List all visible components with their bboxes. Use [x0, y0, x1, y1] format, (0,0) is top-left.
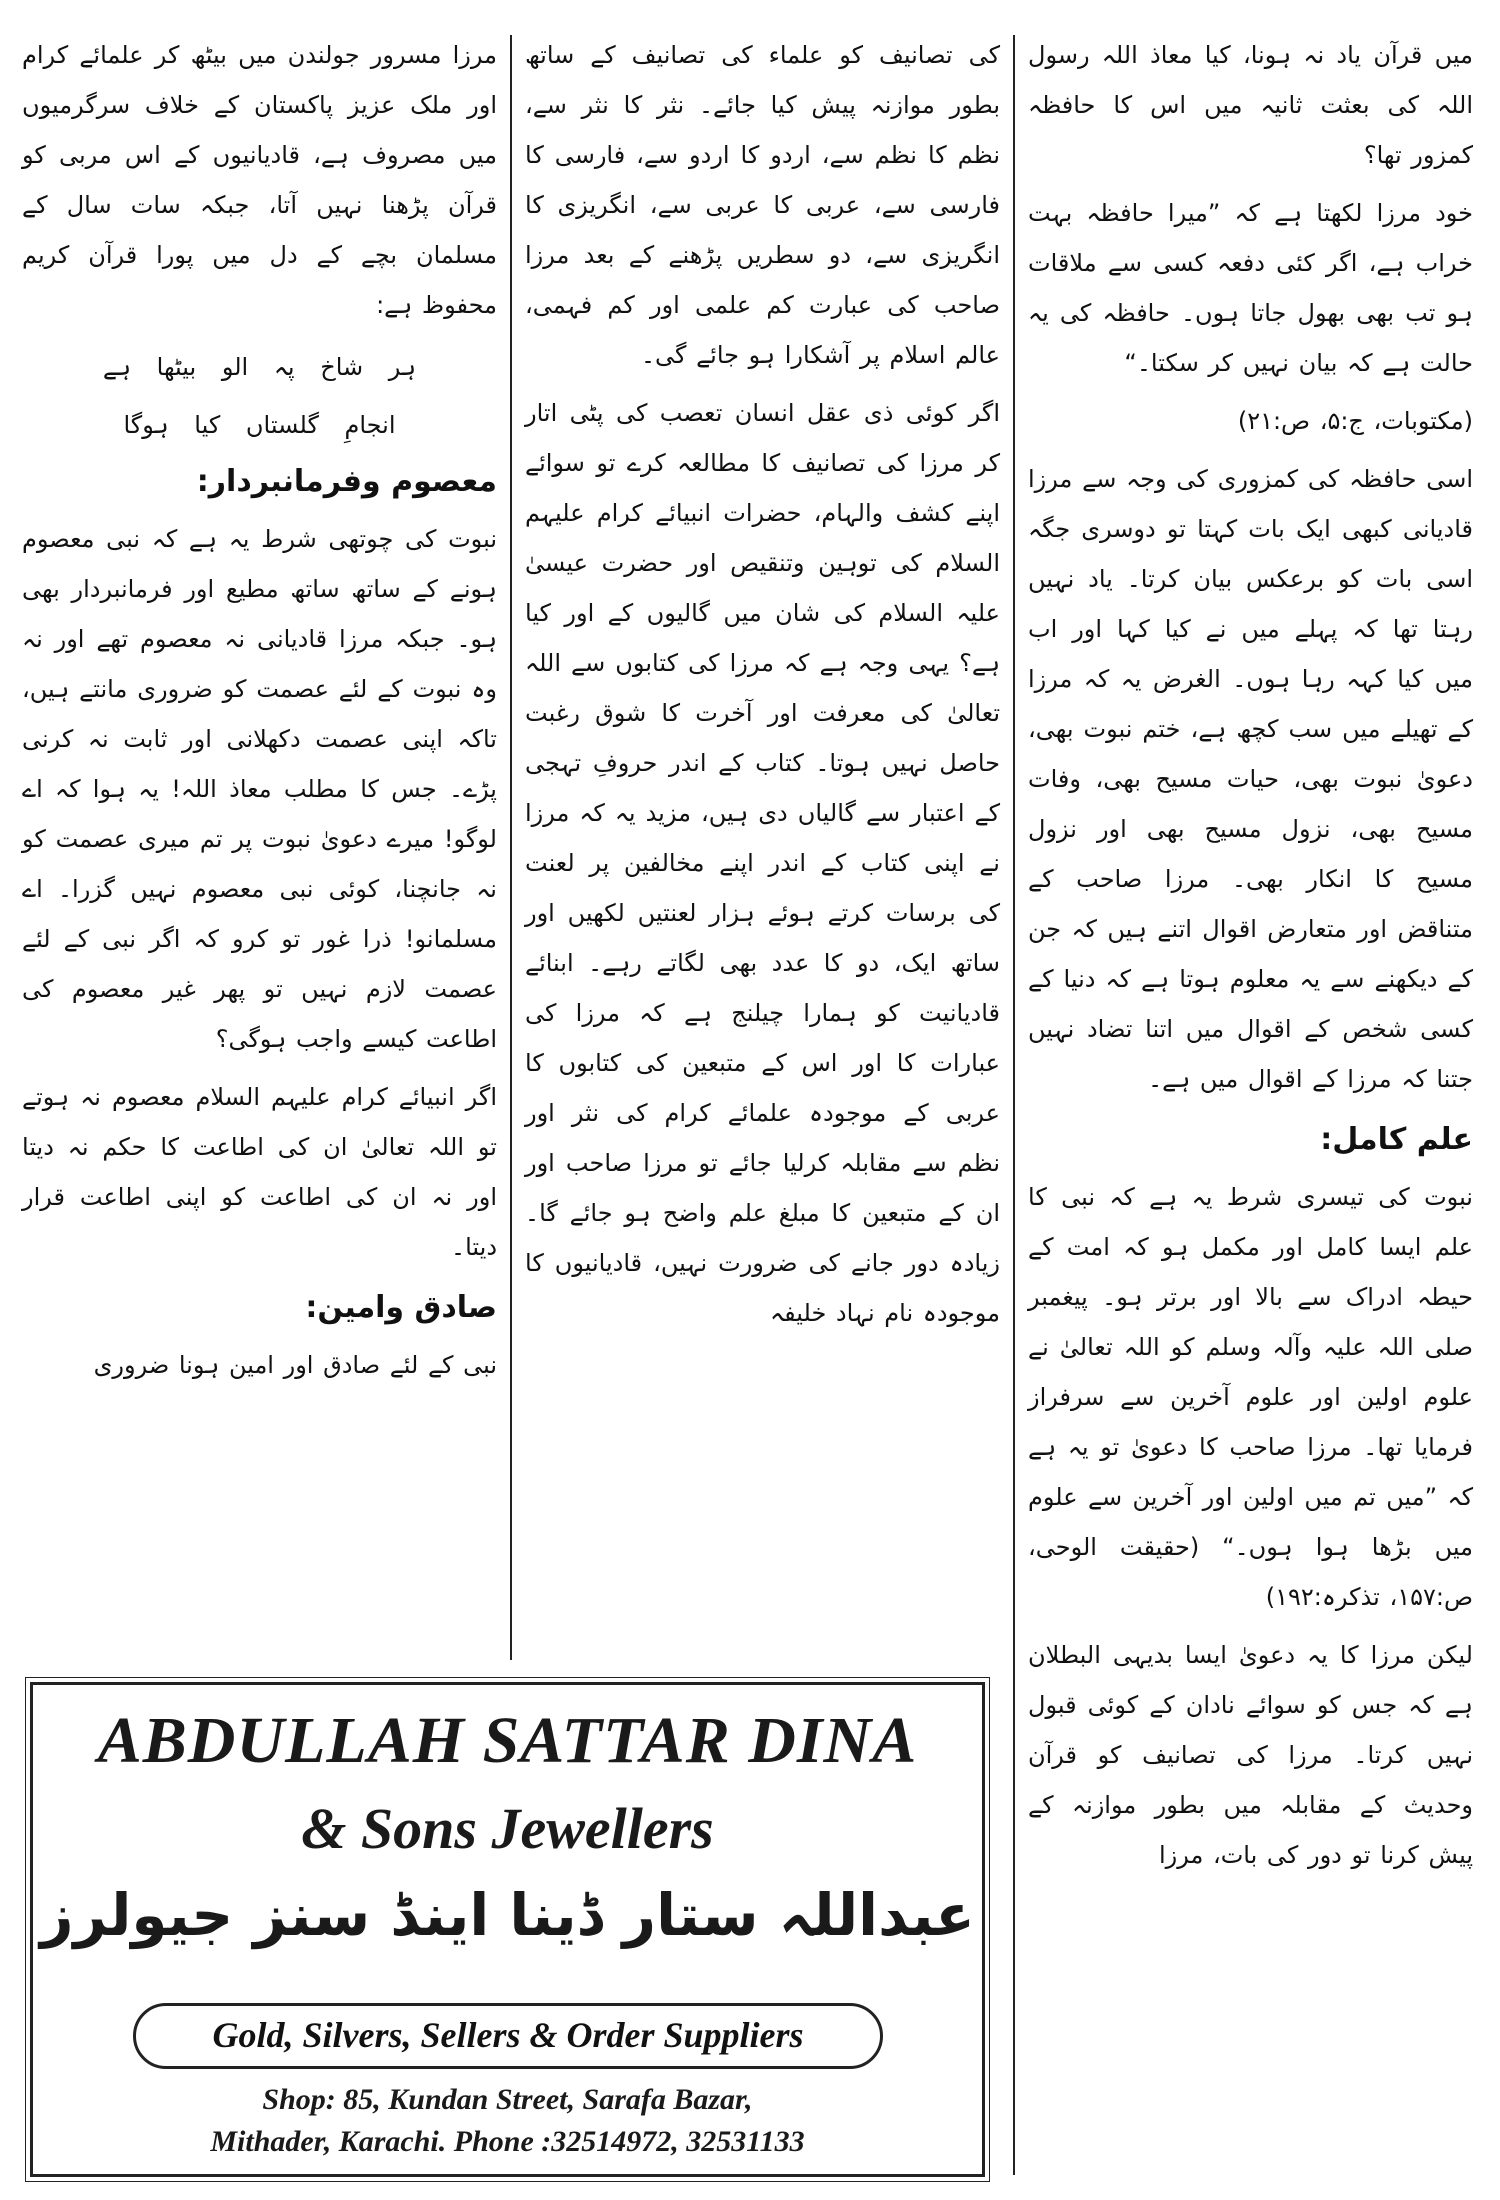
- article-paragraph: اسی حافظہ کی کمزوری کی وجہ سے مرزا قادیانی کبھی ایک بات کہتا تو دوسری جگہ اسی بات کو برعکس بیان کرتا۔ یاد نہیں رہتا تھا کہ پہلے میں نے کیا کہا اور اب میں کیا کہہ رہا ہوں۔ الغرض یہ کہ مرزا کے تھیلے میں سب کچھ ہے، ختم نبوت بھی، دعویٰ نبوت بھی، حیات مسیح بھی، وفات مسیح بھی، نزول مسیح بھی اور نزول مسیح کا انکار بھی۔ مرزا صاحب کے متناقض اور متعارض اقوال اتنے ہیں کہ جن کے دیکھنے سے یہ معلوم ہوتا ہے کہ دنیا کے کسی شخص کے اقوال میں اتنا تضاد نہیں جتنا کہ مرزا کے اقوال میں ہے۔: [1028, 465, 1473, 1093]
- jeweller-advertisement: [30, 1682, 985, 2177]
- column-middle: [525, 30, 1000, 1346]
- section-heading: علم کامل:: [1320, 1122, 1473, 1157]
- article-paragraph: خود مرزا لکھتا ہے کہ ”میرا حافظہ بہت خراب ہے، اگر کئی دفعہ کسی سے ملاقات ہو تب بھی بھول جاتا ہوں۔ حافظہ کی یہ حالت ہے کہ بیان نہیں کر سکتا۔“: [1028, 199, 1473, 377]
- ad-title: ABDULLAH SATTAR DINA: [97, 1704, 918, 1777]
- ad-subtitle: & Sons Jewellers: [301, 1796, 714, 1861]
- article-paragraph: (مکتوبات، ج:۵، ص:۲۱): [1237, 407, 1473, 435]
- article-paragraph: اگر انبیائے کرام علیہم السلام معصوم نہ ہوتے تو اللہ تعالیٰ ان کی اطاعت کا حکم نہ دیتا اور نہ ان کی اطاعت کو اپنی اطاعت قرار دیتا۔: [22, 1083, 497, 1261]
- article-paragraph: نبی کے لئے صادق اور امین ہونا ضروری: [93, 1351, 497, 1379]
- section-heading: معصوم وفرمانبردار:: [196, 464, 497, 499]
- column-right: [1028, 30, 1473, 1888]
- article-paragraph: کی تصانیف کو علماء کی تصانیف کے ساتھ بطور موازنہ پیش کیا جائے۔ نثر کا نثر سے، نظم کا نظم سے، اردو کا اردو سے، فارسی کا فارسی سے، عربی کا عربی سے، انگریزی کا انگریزی سے، دو سطریں پڑھنے کے بعد مرزا صاحب کی عبارت کم علمی اور کم فہمی، عالم اسلام پر آشکارا ہو جائے گی۔: [525, 41, 1000, 369]
- ad-tagline: Gold, Silvers, Sellers & Order Suppliers: [133, 2003, 883, 2069]
- ad-address-line-1: Shop: 85, Kundan Street, Sarafa Bazar,: [262, 2083, 753, 2116]
- ad-address-line-2: Mithader, Karachi. Phone :32514972, 32531133: [210, 2125, 805, 2158]
- column-divider-right: [1013, 35, 1015, 2175]
- poem-verse: ہر شاخ پہ الو بیٹھا ہے: [102, 353, 417, 381]
- article-paragraph: لیکن مرزا کا یہ دعویٰ ایسا بدیہی البطلان ہے کہ جس کو سوائے نادان کے کوئی قبول نہیں کرتا۔ مرزا کی تصانیف کو قرآن وحدیث کے مقابلہ میں بطور موازنہ کے پیش کرنا تو دور کی بات، مرزا: [1028, 1641, 1473, 1869]
- article-paragraph: اگر کوئی ذی عقل انسان تعصب کی پٹی اتار کر مرزا کی تصانیف کا مطالعہ کرے تو سوائے اپنے کشف والہام، حضرات انبیائے کرام علیہم السلام کی توہین وتنقیص اور حضرت عیسیٰ علیہ السلام کی شان میں گالیوں کے اور کیا ہے؟ یہی وجہ ہے کہ مرزا کی کتابوں سے اللہ تعالیٰ کی معرفت اور آخرت کا شوق رغبت حاصل نہیں ہوتا۔ کتاب کے اندر حروفِ تہجی کے اعتبار سے گالیاں دی ہیں، مزید یہ کہ مرزا نے اپنی کتاب کے اندر اپنے مخالفین پر لعنت کی برسات کرتے ہوئے ہزار لعنتیں لکھیں اور ساتھ ایک، دو کا عدد بھی لگاتے رہے۔ ابنائے قادیانیت کو ہمارا چیلنج ہے کہ مرزا کی عبارات کا اور اس کے متبعین کی کتابوں کا عربی کے موجودہ علمائے کرام کی نثر اور نظم سے مقابلہ کرلیا جائے تو مرزا صاحب اور ان کے متبعین کا مبلغ علم واضح ہو جائے گا۔ زیادہ دور جانے کی ضرورت نہیں، قادیانیوں کا موجودہ نام نہاد خلیفہ: [525, 399, 1001, 1327]
- column-left: [22, 30, 497, 1398]
- poem-verse: انجامِ گلستاں کیا ہوگا: [123, 411, 396, 439]
- article-paragraph: مرزا مسرور جولندن میں بیٹھ کر علمائے کرام اور ملک عزیز پاکستان کے خلاف سرگرمیوں میں مصروف ہے، قادیانیوں کے اس مربی کو قرآن پڑھنا نہیں آتا، جبکہ سات سال کے مسلمان بچے کے دل میں پورا قرآن کریم محفوظ ہے:: [22, 41, 497, 319]
- column-divider-left: [510, 35, 512, 1660]
- ad-urdu-name: عبداللہ ستار ڈینا اینڈ سنز جیولرز: [40, 1881, 975, 1949]
- article-paragraph: نبوت کی تیسری شرط یہ ہے کہ نبی کا علم ایسا کامل اور مکمل ہو کہ امت کے حیطہ ادراک سے بالا اور برتر ہو۔ پیغمبر صلی اللہ علیہ وآلہ وسلم کو اللہ تعالیٰ نے علوم اولین اور علوم آخرین سے سرفراز فرمایا تھا۔ مرزا صاحب کا دعویٰ تو یہ ہے کہ ”میں تم میں اولین اور آخرین سے علوم میں بڑھا ہوا ہوں۔“ (حقیقت الوحی، ص:۱۵۷، تذکرہ:۱۹۲): [1028, 1183, 1473, 1611]
- article-paragraph: میں قرآن یاد نہ ہونا، کیا معاذ اللہ رسول اللہ کی بعثت ثانیہ میں اس کا حافظہ کمزور تھا؟: [1028, 41, 1473, 169]
- section-heading: صادق وامین:: [305, 1290, 497, 1325]
- article-paragraph: نبوت کی چوتھی شرط یہ ہے کہ نبی معصوم ہونے کے ساتھ ساتھ مطیع اور فرمانبردار بھی ہو۔ جبکہ مرزا قادیانی نہ معصوم تھے اور نہ وہ نبوت کے لئے عصمت کو ضروری مانتے ہیں، تاکہ اپنی عصمت دکھلانی اور ثابت نہ کرنی پڑے۔ جس کا مطلب معاذ اللہ! یہ ہوا کہ اے لوگو! میرے دعویٰ نبوت پر تم میری عصمت کو نہ جانچنا، کوئی نبی معصوم نہیں گزرا۔ اے مسلمانو! ذرا غور تو کرو کہ اگر نبی کے لئے عصمت لازم نہیں تو پھر غیر معصوم کی اطاعت کیسے واجب ہوگی؟: [22, 525, 497, 1053]
